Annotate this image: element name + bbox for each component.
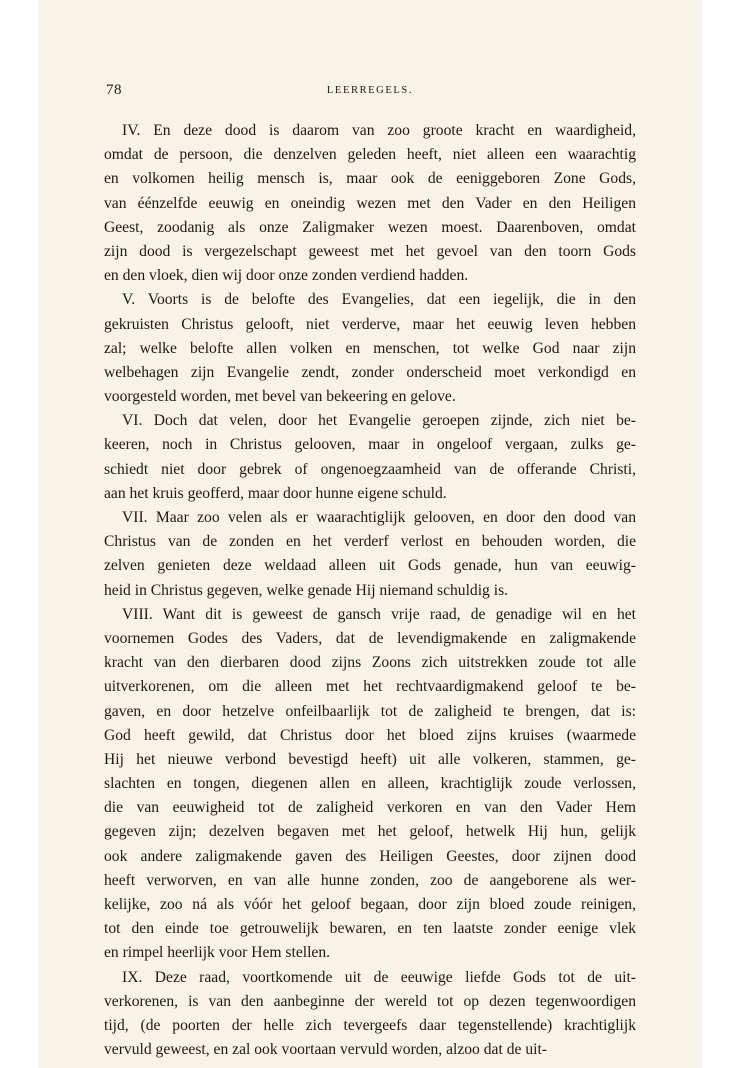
text-line: gegeven zijn; dezelven begaven met het geloof, hetwelk Hij hun, gelijk <box>104 823 636 841</box>
running-head: LEERREGELS. <box>326 85 414 96</box>
text-line: zal; welke belofte allen volken en menschen, tot welke God naar zijn <box>104 339 636 357</box>
body-text <box>104 119 636 1062</box>
text-line: en rimpel heerlijk voor Hem stellen. <box>104 944 331 962</box>
text-line: welbehagen zijn Evangelie zendt, zonder onderscheid moet verkondigd en <box>104 363 636 381</box>
text-line: Geest, zoodanig als onze Zaligmaker wezen moest. Daarenboven, omdat <box>104 218 636 236</box>
text-line: heeft verworven, en van alle hunne zonden, zoo de aangeborene als wer- <box>104 871 636 889</box>
text-line: VIII. Want dit is geweest de gansch vrije raad, de genadige wil en het <box>122 605 636 623</box>
text-line: kelijke, zoo ná als vóór het geloof begaan, door zijn bloed zoude reinigen, <box>104 896 636 913</box>
text-line: VII. Maar zoo velen als er waarachtiglijk gelooven, en door den dood van <box>122 509 636 526</box>
page-header <box>104 82 636 102</box>
paragraph <box>104 966 636 1063</box>
text-line: schiedt niet door gebrek of ongenoegzaamheid van de offerande Christi, <box>104 460 636 478</box>
text-line: V. Voorts is de belofte des Evangelies, dat een iegelijk, die in den <box>122 291 636 309</box>
text-line: God heeft gewild, dat Christus door het bloed zijns kruises (waarmede <box>104 726 636 744</box>
text-line: VI. Doch dat velen, door het Evangelie geroepen zijnde, zich niet be- <box>122 412 636 430</box>
text-line: verkorenen, is van den aanbeginne der wereld tot op dezen tegenwoordigen <box>104 992 636 1010</box>
page-number: 78 <box>106 82 122 98</box>
text-line: aan het kruis geofferd, maar door hunne eigene schuld. <box>104 484 447 502</box>
text-line: gaven, en door hetzelve onfeilbaarlijk tot de zaligheid te brengen, dat is: <box>104 702 636 720</box>
text-line: en den vloek, dien wij door onze zonden verdiend hadden. <box>104 267 469 285</box>
text-line: ook andere zaligmakende gaven des Heiligen Geestes, door zijnen dood <box>104 847 636 865</box>
paragraph <box>104 119 636 288</box>
text-line: keeren, noch in Christus gelooven, maar in ongeloof vergaan, zulks ge- <box>104 436 636 454</box>
text-line: zijn dood is vergezelschapt geweest met het gevoel van den toorn Gods <box>104 242 636 260</box>
text-line: die van eeuwigheid tot de zaligheid verkoren en van den Vader Hem <box>104 799 636 817</box>
text-line: en volkomen heilig mensch is, maar ook de eeniggeboren Zone Gods, <box>104 170 636 188</box>
text-line: tijd, (de poorten der helle zich tevergeefs daar tegenstellende) krachtiglijk <box>104 1016 636 1034</box>
paragraph <box>104 506 636 603</box>
text-line: gekruisten Christus gelooft, niet verderve, maar het eeuwig leven hebben <box>104 315 636 333</box>
text-line: Hij het nieuwe verbond bevestigd heeft) uit alle volkeren, stammen, ge- <box>104 750 636 768</box>
text-line: zelven genieten deze weldaad alleen uit Gods genade, hun van eeuwig- <box>104 557 636 575</box>
text-line: Christus van de zonden en het verderf verlost en behouden worden, die <box>104 533 636 551</box>
text-line: tot den einde toe getrouwelijk bewaren, en ten laatste zonder eenige vlek <box>104 920 636 938</box>
text-line: voorgesteld worden, met bevel van bekeering en gelove. <box>104 388 456 406</box>
text-line: kracht van den dierbaren dood zijns Zoons zich uitstrekken zoude tot alle <box>104 654 636 672</box>
text-line: heid in Christus gegeven, welke genade Hij niemand schuldig is. <box>104 581 509 599</box>
text-line: slachten en tongen, diegenen allen en alleen, krachtiglijk zoude verlossen, <box>104 775 636 793</box>
text-line: omdat de persoon, die denzelven geleden heeft, niet alleen een waarachtig <box>104 146 636 164</box>
text-line: voornemen Godes des Vaders, dat de levendigmakende en zaligmakende <box>104 629 636 647</box>
text-line: IX. Deze raad, voortkomende uit de eeuwige liefde Gods tot de uit- <box>122 968 636 986</box>
text-line: vervuld geweest, en zal ook voortaan vervuld worden, alzoo dat de uit- <box>104 1041 547 1059</box>
paragraph <box>104 409 636 506</box>
text-line: van éénzelfde eeuwig en oneindig wezen met den Vader en den Heiligen <box>104 194 636 212</box>
paragraph <box>104 603 636 966</box>
book-page <box>38 0 702 1068</box>
text-line: IV. En deze dood is daarom van zoo groote kracht en waardigheid, <box>122 122 636 139</box>
text-line: uitverkorenen, om die alleen met het rechtvaardigmakend geloof te be- <box>104 678 636 696</box>
paragraph <box>104 288 636 409</box>
